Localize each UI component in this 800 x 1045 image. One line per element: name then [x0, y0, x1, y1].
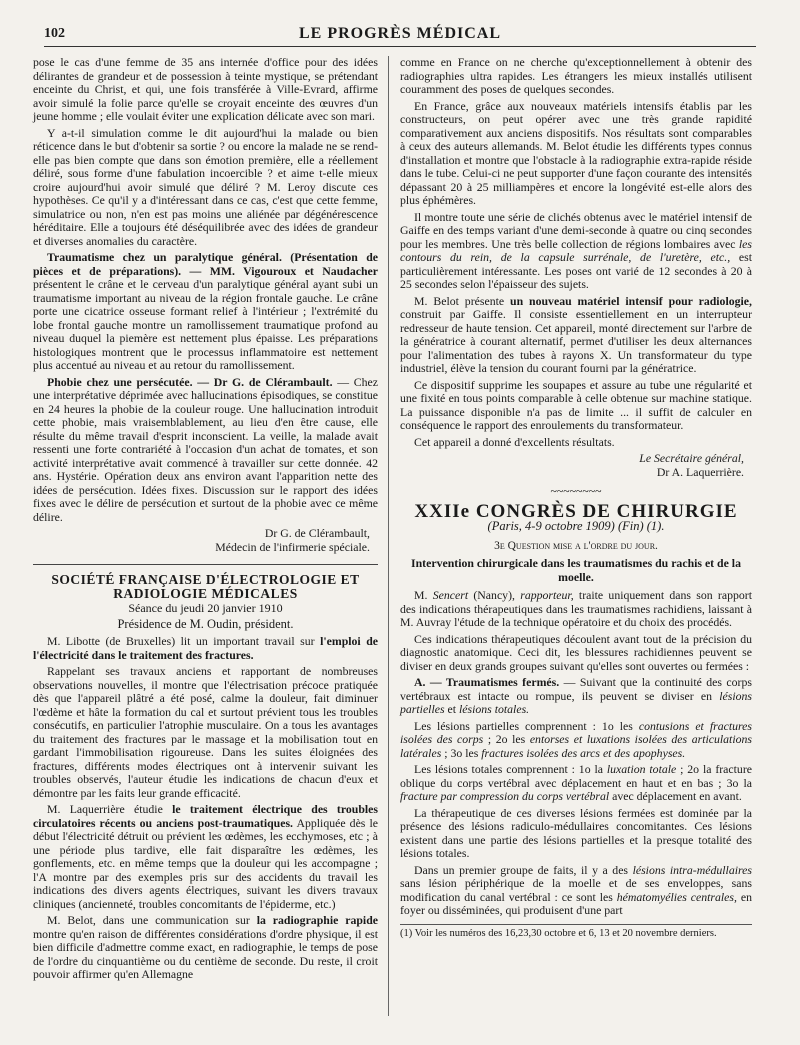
subject-heading: Intervention chirurgicale dans les traumatismes du rachis et de la moelle. — [411, 556, 741, 584]
paragraph: Traumatisme chez un paralytique général. (Présentation de pièces et de préparations). — MM. Vigouroux et Naudacher présentent le crâne et le cerveau d'un paralytique général ayant subi un traumatisme important au niveau de la région frontale gauche. Le crâne porte une cicatrice osseuse formant relief à l'intérieur ; l'extrémité du lobe frontal gauche montre un ramollissement traumatique profond au niveau duquel la piemère est nettement plus épaisse. Les préparations histologiques montrent que le processus inflammatoire est nettement plus accentué au niveau et au retour du ramollissement. — [33, 250, 378, 372]
paragraph: Ce dispositif supprime les soupapes et assure au tube une régularité et une fixité en tous points comparable à celle obtenue sur machine statique. La puissance disponible n'a pas de limite ... il suffit de calculer en conséquence le rapport des enroulements du transformateur. — [400, 377, 752, 432]
footnote: (1) Voir les numéros des 16,23,30 octobre et 6, 13 et 20 novembre derniers. — [400, 924, 752, 940]
signature-title: Le Secrétaire général, — [639, 451, 744, 465]
paragraph: M. Laquerrière étudie le traitement électrique des troubles circulatoires récents ou anciens post-traumatiques. Appliquée dès le début l'électricité détruit ou prévient les œdèmes, les ecchymoses, etc ; à une période plus tardive, elle fait disparaître les œdèmes, les gonflements, etc. en même temps que la douleur qui les accompagne ; l'A montre par des exemples pris sur des accidents du travail les indications des divers agents électriques, suivant les divers travaux cliniques (ancienneté, troubles concomitants de l'épiderme, etc.) — [33, 802, 378, 911]
session-presidency: Présidence de M. Oudin, président. — [117, 616, 294, 631]
session-date: Séance du jeudi 20 janvier 1910 — [128, 601, 283, 615]
signature-title: Médecin de l'infirmerie spéciale. — [215, 539, 370, 554]
section-title: SOCIÉTÉ FRANÇAISE D'ÉLECTROLOGIE ET RADIOLOGIE MÉDICALES — [33, 564, 378, 600]
item-heading: Traumatisme chez un paralytique général. (Présentation de pièces et de préparations). — MM. Vigouroux et Naudacher — [33, 250, 378, 278]
paragraph: Les lésions partielles comprennent : 1o les contusions et fractures isolées des corps ; 2o les entorses et luxations isolées des articulations latérales ; 3o les fractures isolées des arcs et des apophyses. — [400, 718, 752, 760]
paragraph: Rappelant ses travaux anciens et rapportant de nombreuses observations nouvelles, il montre que l'électrisation précoce pratiquée dès que l'appareil plâtré a été posé, calme la douleur, fait diminuer l'œdème et hâte la formation du cal et surtout prévient tous les troubles consécutifs, en particulier l'atrophie musculaire. On a tous les avantages du traitement des fractures par le massage et la mobilisation tout en gardant l'immobilisation rigoureuse. Dans les suites éloignées des fractures, différents modes électriques ont à intervenir suivant les troubles observés, l'auteur étudie les indications de chacun d'eux et démontre par les faits leur grande efficacité. — [33, 664, 378, 800]
paragraph: Cet appareil a donné d'excellents résultats. — [414, 434, 615, 449]
paragraph: Dans un premier groupe de faits, il y a des lésions intra-médullaires sans lésion périphérique de la moelle et de ses enveloppes, sans modification du canal vertébral : ce sont les hématomyélies centrales, en foyer ou disséminées, qui produisent d'une part — [400, 862, 752, 917]
right-column — [400, 56, 752, 940]
paragraph: comme en France on ne cherche qu'exceptionnellement à obtenir des radiographies ultra rapides. Les étrangers les mieux installés utilisent couramment des poses de quelques secondes. — [400, 55, 752, 96]
ornament-divider: ~~~~~~~~ — [550, 484, 602, 498]
page-number: 102 — [44, 26, 65, 41]
item-heading: Phobie chez une persécutée. — Dr G. de Clérambault. — [47, 374, 333, 389]
paragraph: A. — Traumatismes fermés. — Suivant que la continuité des corps vertébraux est intacte ou rompue, ils peuvent se diviser en lésions partielles et lésions totales. — [400, 675, 752, 716]
paragraph: M. Belot, dans une communication sur la radiographie rapide montre qu'en raison de différentes considérations d'ordre physique, il est bien difficile d'admettre comme exact, en radiographie, le temps de pose de l'ordre du cinquantième ou du centième de seconde. Du reste, il croit pouvoir affirmer qu'en Allemagne — [33, 913, 378, 981]
question-heading: 3e Question mise a l'ordre du jour. — [494, 539, 658, 552]
paragraph: M. Libotte (de Bruxelles) lit un important travail sur l'emploi de l'électricité dans le traitement des fractures. — [33, 634, 378, 662]
paragraph: Il montre toute une série de clichés obtenus avec le matériel intensif de Gaiffe en des temps variant d'une demi-seconde à quatre ou cinq secondes pour les membres. Une très belle collection de régions lombaires avec les contours du rein, de la capsule surrénale, de l'uretère, etc., est particulièrement intéressante. Les poses ont varié de 12 secondes à 20 à 25 secondes selon l'épaisseur des sujets. — [400, 209, 752, 291]
paragraph: M. Sencert (Nancy), rapporteur, traite uniquement dans son rapport des indications thérapeutiques dans les traumatismes rachidiens, laissant à M. Auvray l'étude de la technique opératoire et du choix des procédés. — [400, 588, 752, 629]
left-column — [33, 56, 378, 985]
paragraph: Y a-t-il simulation comme le dit aujourd'hui la malade ou bien réticence dans le but d'obtenir sa sortie ? ou encore la malade ne se rend-elle pas bien compte que dans son émotion première, elle a réellement déliré, sous forme d'une fabulation incoercible ? et aime t-elle mieux croire aujourd'hui avoir simulé que déliré ? M. Leroy discute ces hypothèses. Ce qu'il y a d'intéressant dans ce cas, c'est que cette femme, simulatrice ou non, n'en est pas moins une aliénée par dégénérescence héréditaire. Elle a toujours été déséquilibrée avec des idées de grandeur et diverses anomalies du caractère. — [33, 125, 378, 248]
column-divider — [388, 56, 389, 1016]
paragraph: M. Belot présente un nouveau matériel intensif pour radiologie, construit par Gaiffe. Il consiste essentiellement en un interrupteur redresseur de haute tension. Cet appareil, monté directement sur l'arbre de la génératrice à courant alternatif, permet d'utiliser les deux alternances pour l'alimentation des tubes à rayons X. Un transformateur du type industriel, élève la tension du courant fourni par la génératrice. — [400, 293, 752, 375]
paragraph: En France, grâce aux nouveaux matériels intensifs établis par les constructeurs, on peut opérer avec une très grande rapidité comparativement aux anciens dispositifs. Nos résultats sont comparables à ceux des auteurs allemands. M. Belot étudie les différents types connus d'installation et montre que l'obstacle à la radiographie extra-rapide réside dans le tube. Celui-ci ne peut supporter d'une façon courante des intensités dépassant 20 à 25 milliampères et encore la longévité est-elle alors des plus éphémères. — [400, 98, 752, 207]
journal-title: LE PROGRÈS MÉDICAL — [298, 25, 502, 42]
paragraph: Phobie chez une persécutée. — Dr G. de Clérambault. — Chez une interprétative déprimée avec hallucinations épisodiques, se constitue en 24 heures la phobie de la couleur rouge. Une hallucination introduit cette phobie, mais vraisemblablement, au lieu d'en être cause, elle résulte du même travail d'esprit inconscient. La veille, la malade avait ressenti une forte contrariété à l'occasion d'un achat de tomates, et son activité interprétative avait commencé à travailler sur cette donnée. 42 ans. Hystérie. Opération deux ans environ avant l'apparition nette des idées de persécution. Idées fixes. Discussion sur le rapport des idées fixes avec le délire de persécution et surtout de la phobie avec ce même délire. — [33, 374, 378, 524]
paragraph: Ces indications thérapeutiques découlent avant tout de la précision du diagnostic anatomique. Ceci dit, les blessures rachidiennes peuvent se diviser en deux grands groupes suivant qu'elles sont ouvertes ou fermées : — [400, 631, 752, 673]
paragraph: Les lésions totales comprennent : 1o la luxation totale ; 2o la fracture oblique du corps vertébral avec déplacement en haut et en bas ; 3o la fracture par compression du corps vertébral avec déplacement en avant. — [400, 762, 752, 803]
signature-name: Dr G. de Clérambault, — [264, 526, 370, 540]
running-header — [44, 24, 756, 47]
paragraph: La thérapeutique de ces diverses lésions fermées est dominée par la présence des lésions radiculo-médullaires concomitantes. Ces lésions existent dans une partie des lésions partielles et la presque totalité des lésions totales. — [400, 805, 752, 860]
paragraph: pose le cas d'une femme de 35 ans internée d'office pour des idées délirantes de grandeur et de possession à teinte mystique, se prétendant enceinte du Christ, et qui, une fois transférée à Ville-Evrard, affirme avoir simulé la folie parce qu'elle se croyait enceinte des œuvres d'un jeune homme ; elle voulait éviter une explication délicate avec son mari. — [33, 55, 378, 123]
signature-name: Dr A. Laquerrière. — [656, 464, 744, 479]
congress-title: XXIIe CONGRÈS DE CHIRURGIE — [414, 500, 738, 522]
congress-subtitle: (Paris, 4-9 octobre 1909) (Fin) (1). — [487, 519, 665, 533]
